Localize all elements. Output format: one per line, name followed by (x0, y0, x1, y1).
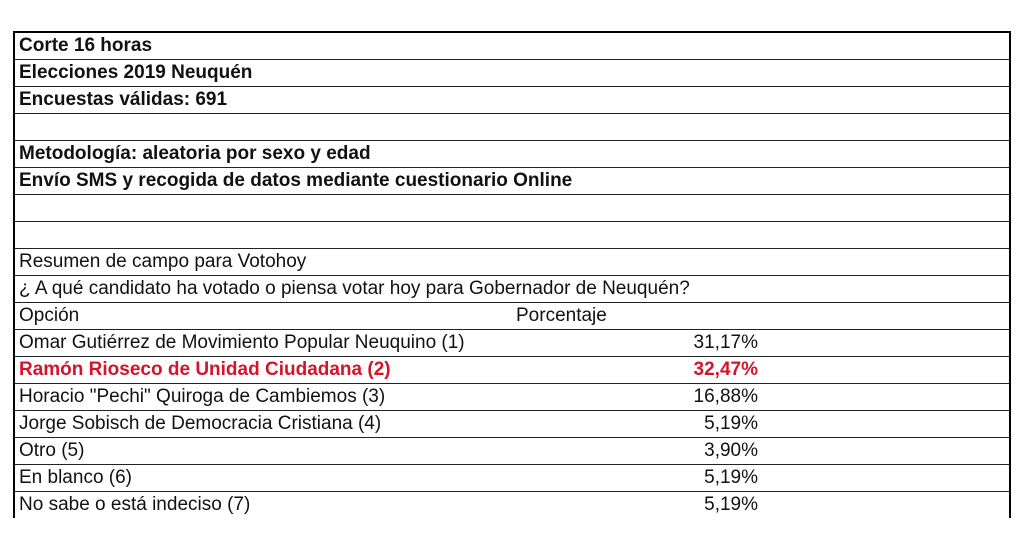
candidate-name: Ramón Rioseco de Unidad Ciudadana (2) (19, 359, 391, 380)
table-row (15, 411, 1009, 438)
table-row (15, 492, 1009, 518)
sheet-row (15, 114, 1009, 141)
election-title: Elecciones 2019 Neuquén (19, 62, 253, 83)
candidate-name: Horacio "Pechi" Quiroga de Cambiemos (3) (19, 386, 386, 407)
candidate-percent: 31,17% (693, 332, 758, 353)
candidate-percent: 5,19% (704, 494, 758, 515)
candidate-percent: 3,90% (704, 440, 758, 461)
sheet-row (15, 60, 1009, 87)
column-header-row (15, 303, 1009, 330)
cutoff-time-label: Corte 16 horas (19, 35, 153, 56)
table-row (15, 465, 1009, 492)
sheet-row (15, 195, 1009, 222)
candidate-name: En blanco (6) (19, 467, 133, 488)
survey-question: ¿ A qué candidato ha votado o piensa votar hoy para Gobernador de Neuquén? (19, 278, 690, 299)
sheet-row (15, 87, 1009, 114)
valid-surveys-label: Encuestas válidas: 691 (19, 89, 228, 110)
sheet-row (15, 33, 1009, 60)
percent-column-header: Porcentaje (516, 305, 607, 326)
sheet-row (15, 222, 1009, 249)
field-summary-label: Resumen de campo para Votohoy (19, 251, 307, 272)
candidate-percent: 5,19% (704, 467, 758, 488)
candidate-name: No sabe o está indeciso (7) (19, 494, 251, 515)
sheet-row (15, 249, 1009, 276)
option-column-header: Opción (19, 305, 80, 326)
candidate-name: Jorge Sobisch de Democracia Cristiana (4) (19, 413, 382, 434)
data-collection-label: Envío SMS y recogida de datos mediante cuestionario Online (19, 170, 573, 191)
candidate-percent: 32,47% (693, 359, 758, 380)
candidate-name: Omar Gutiérrez de Movimiento Popular Neuquino (1) (19, 332, 465, 353)
methodology-label: Metodología: aleatoria por sexo y edad (19, 143, 371, 164)
sheet-row (15, 276, 1009, 303)
table-row (15, 384, 1009, 411)
survey-spreadsheet (13, 31, 1011, 518)
candidate-percent: 16,88% (693, 386, 758, 407)
sheet-row (15, 141, 1009, 168)
candidate-percent: 5,19% (704, 413, 758, 434)
sheet-row (15, 168, 1009, 195)
table-row (15, 330, 1009, 357)
table-row (15, 438, 1009, 465)
candidate-name: Otro (5) (19, 440, 85, 461)
table-row-highlighted (15, 357, 1009, 384)
